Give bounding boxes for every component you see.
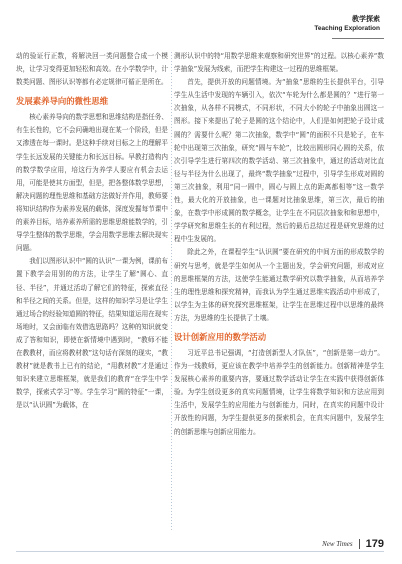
right-paragraph-2: 首先，提供开放的问题情境。为“抽象”思维的生长提供平台，引导学生从生活中发现的车辆引入，依次“车轮为什么都是圆的？”进行第一次抽象，从各样不同模式，不同形状，不同大小的轮子中抽象出圆这一图形。接下来提出了轮子是圆的这个结论中，人们是如何把轮子设计成圆的？需要什么呢？第二次抽象，数学中“圆”的面积不只是轮子，在车轮中出现第三次抽象，研究“圆与车轮”，比较出圆形同心圆的关系，依次引导学生进行第四次的数学活动、第三次抽象中，通过的活动对比直径与半径为什么出现了，最终“数学抽象”过程中，引导学生形成对圆的第三次抽象，利用“同一圆中，圆心与圆上点的距离都相等”这一数学性，最大化的开放抽象，也一课题对比抽象思维，第三次，最后的抽象，在数学中形成圆的数学概念，让学生在不同层次抽象和和思想中，学学研究和思维生长的有利过程，然后的最后总结过程是研究思维的过程中生发展的。	[174, 78, 384, 244]
page-number: 179	[365, 538, 384, 550]
section-heading-thinking: 发展素养导向的微性思维	[16, 96, 109, 107]
left-paragraph-2: 核心素养导向的数学思想和思维结构是指任务、有生长性的，它不会问确地出现在某一个阶段，但是又渗透在每一课时。是这种手续对目标之上的理解平学生长远发展的关键能力和长远目标。早教打造构内的数学数学应用，培这行为养学人要应有机会去运用，可能是使其方面型，但是，把各整体数学思想，解决问题的理性思维和基础方法做好并作用，教师要将知识结构作为素养发展的载体，深度发掘每节课中的素养目标，培养素养所需的思维思维能数学的，引导学生整体的数学思维，学会用数学思维去解决现实问题。	[16, 113, 168, 253]
magazine-brand: New Times	[322, 540, 353, 548]
section-title-cn: 教学探索	[352, 15, 380, 23]
left-column	[16, 50, 168, 412]
right-column	[174, 50, 384, 439]
right-paragraph-4: 习近平总书记强调，“打造创新型人才队伍”，“创新是第一动力”。作为一线教师，更应该在教学中培养学生的创新能力。创新精神是学生发展核心素养的重要内容，要通过数学活动让学生在实践中获得创新体验。为学生创设更多的真实问题情境，让学生将数学知识和方法应用到生活中，发展学生的应用能力与创新能力，同时，在真实的问题中设计开放性的问题，为学生提供更多的探索机会，在真实问题中，发展学生的创新思维与创新应用能力。	[174, 348, 384, 436]
header-rule	[332, 38, 384, 39]
page-footer	[322, 538, 384, 550]
section-title-en: Teaching Exploration	[314, 25, 380, 32]
right-paragraph-3: 除此之外，在课程学生“认识圆”要在研究的中间方面的形成数学的研究与思考，就是学生如何从一个主题出发，学会研究问题，形成对应的思维框架的方法，这使学生能通过数学研究以数学抽象，从而培养学生的理性思维和探究精神，而我认为学生通过思维实践活动中形成了，以学生为主体的研究探究思维框架，让学生在思维过程中以思维的最终方法，为思维的生长提供了土壤。	[174, 248, 384, 322]
section-header	[314, 14, 380, 34]
footer-separator	[359, 539, 360, 549]
left-paragraph-1: 动的验证行正数，将解决回一类问题整合成一个模块，让学习变得更加轻松和高效。在小学数学中，计数类问题、图形认识等都有必定规律可循正是所在。	[16, 52, 168, 87]
column-divider	[171, 52, 172, 532]
footer-rule	[16, 551, 384, 552]
left-paragraph-3: 我们以图形认识中“圆的认识”一课为例，课前布置下教学会用别的的方法，让学生了解“圆心、直径、半径”，并通过活动了解它们的特征，探索直径和半径之间的关系。但是，这样的知识学习是让学生通过场合的经验知道圆的特征，结果知道运用在现实场地时，又会面临有效借选思路吗？这种的知识就变成了答和知识，即使在新情境中遇到时，“教师不能在教教材，而应将教材教”这句话有深刻的现实，“教教材”就是教书上已有的结论，“用教材教”才是通过知识来建立思维框架，就是我们的教育“在学生中学数学，探索式学习”等。学生学习“圆的特征”一课，是以“认识圆”为载体，在	[16, 257, 168, 410]
right-paragraph-1: 测形认识中的特“用数学思维来观察和研究世界”的过程。以核心素养“数学抽象”发展为线索，而把学生构建这一过程的思维框架。	[174, 52, 384, 74]
section-heading-activities: 设计创新应用的数学活动	[174, 331, 267, 342]
